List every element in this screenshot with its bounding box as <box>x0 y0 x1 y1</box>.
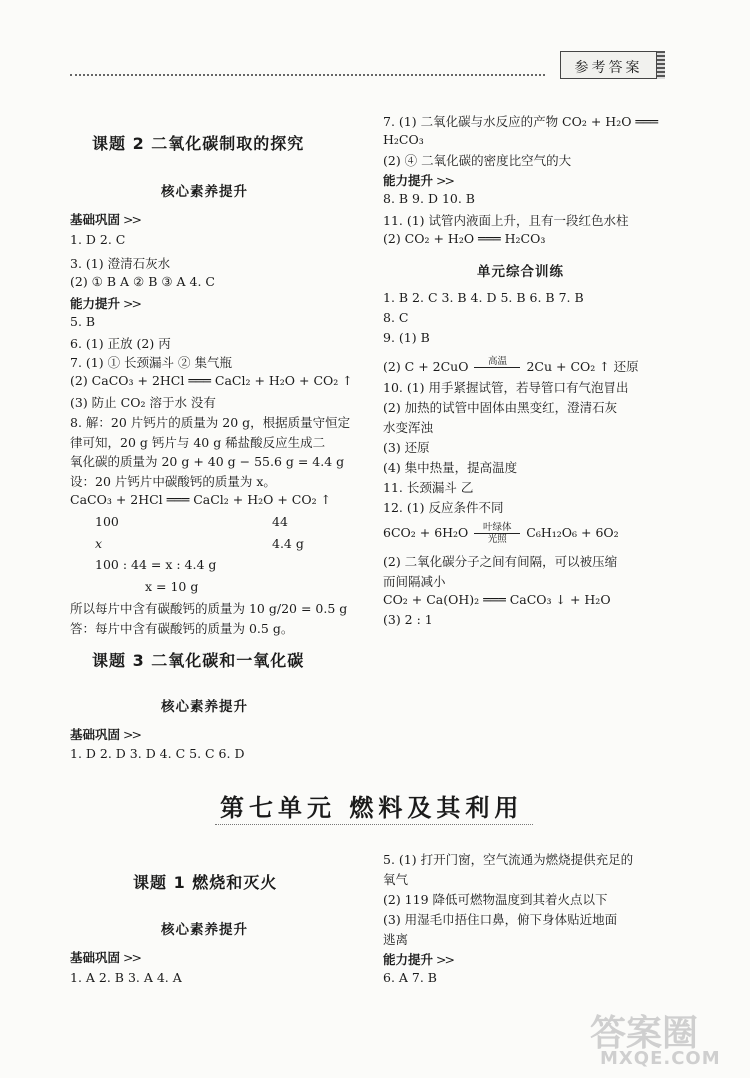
answer-line: 氧化碳的质量为 20 g + 40 g − 55.6 g = 4.4 g <box>70 454 345 469</box>
answer-line: 100 <box>95 514 119 529</box>
answer-line: 3. (1) 澄清石灰水 <box>70 256 171 271</box>
lesson3-basic-heading: 基础巩固 >> <box>70 727 140 742</box>
chevron-right-icon: >> <box>436 952 453 967</box>
answer-line: 100 : 44 = x : 4.4 g <box>95 557 217 572</box>
answer-line: 8. C <box>383 310 409 325</box>
answer-line: 氧气 <box>383 872 409 887</box>
lesson2-basic-heading: 基础巩固 >> <box>70 212 140 227</box>
answer-line: 所以每片中含有碳酸钙的质量为 10 g/20 = 0.5 g <box>70 601 348 616</box>
unit7-lesson1-title: 课题 1 燃烧和灭火 <box>133 873 278 892</box>
lesson2-title: 课题 2 二氧化碳制取的探究 <box>92 134 305 153</box>
header-title: 参考答案 <box>574 60 643 76</box>
answer-line: (2) ④ 二氧化碳的密度比空气的大 <box>383 153 572 168</box>
answer-line: 6. A 7. B <box>383 970 437 985</box>
chevron-right-icon: >> <box>123 296 140 311</box>
answer-line: H₂CO₃ <box>383 132 424 147</box>
answer-line: (3) 用湿毛巾捂住口鼻，俯下身体贴近地面 <box>383 912 618 927</box>
unit7-title: 第七单元 燃料及其利用 <box>220 793 524 822</box>
answer-line: 律可知，20 g 钙片与 40 g 稀盐酸反应生成二 <box>70 435 326 450</box>
answer-line: 1. D 2. C <box>70 232 126 247</box>
lesson3-subtitle: 核心素养提升 <box>161 699 248 715</box>
answer-line: 8. 解：20 片钙片的质量为 20 g，根据质量守恒定 <box>70 415 351 430</box>
lesson2-subtitle: 核心素养提升 <box>161 184 248 200</box>
answer-line: 1. D 2. D 3. D 4. C 5. C 6. D <box>70 746 245 761</box>
answer-line: (2) CO₂ + H₂O ═══ H₂CO₃ <box>383 231 546 246</box>
answer-line: 设：20 片钙片中碳酸钙的质量为 x。 <box>70 474 276 489</box>
answer-line: (2) 加热的试管中固体由黑变红，澄清石灰 <box>383 400 618 415</box>
answer-line: 11. (1) 试管内液面上升，且有一段红色水柱 <box>383 213 629 228</box>
answer-line: (3) 防止 CO₂ 溶于水 没有 <box>70 395 216 410</box>
answer-line: (2) 119 降低可燃物温度到其着火点以下 <box>383 892 608 907</box>
watermark-url: MXQE.COM <box>600 1048 721 1069</box>
answer-line: (2) 二氧化碳分子之间有间隔，可以被压缩 <box>383 554 618 569</box>
answer-line: 7. (1) ① 长颈漏斗 ② 集气瓶 <box>70 355 232 370</box>
reaction-condition: 高温 <box>474 356 520 379</box>
answer-line: 11. 长颈漏斗 乙 <box>383 480 474 495</box>
answer-line: 答：每片中含有碳酸钙的质量为 0.5 g。 <box>70 621 294 636</box>
answer-line: CaCO₃ + 2HCl ═══ CaCl₂ + H₂O + CO₂ ↑ <box>70 492 332 507</box>
answer-line: (2) CaCO₃ + 2HCl ═══ CaCl₂ + H₂O + CO₂ ↑ <box>70 373 353 388</box>
unit7-basic-heading: 基础巩固 >> <box>70 950 140 965</box>
equation-line: 6CO₂ + 6H₂O $\frac{\text{叶绿体}}{\text{光照}}$ C₆H₁₂O₆ + 6O₂ <box>383 522 619 545</box>
unit7-subtitle: 核心素养提升 <box>161 922 248 938</box>
answer-line: 4.4 g <box>272 536 304 551</box>
header-stripe <box>657 51 665 79</box>
answer-line: (2) ① B A ② B ③ A 4. C <box>70 274 216 289</box>
lesson3-title: 课题 3 二氧化碳和一氧化碳 <box>92 651 305 670</box>
answer-line: 6. (1) 正放 (2) 丙 <box>70 336 171 351</box>
answer-line: 5. (1) 打开门窗，空气流通为燃烧提供充足的 <box>383 852 634 867</box>
answer-line: CO₂ + Ca(OH)₂ ═══ CaCO₃ ↓ + H₂O <box>383 592 611 607</box>
answer-line: 1. B 2. C 3. B 4. D 5. B 6. B 7. B <box>383 290 584 305</box>
chevron-right-icon: >> <box>123 212 140 227</box>
answer-line: 逃离 <box>383 932 409 947</box>
answer-line: 5. B <box>70 314 96 329</box>
unit-review-title: 单元综合训练 <box>477 264 564 280</box>
answer-line: 7. (1) 二氧化碳与水反应的产物 CO₂ + H₂O ═══ <box>383 114 659 129</box>
answer-line: 12. (1) 反应条件不同 <box>383 500 504 515</box>
chevron-right-icon: >> <box>123 727 140 742</box>
answer-line: 8. B 9. D 10. B <box>383 191 475 206</box>
equation-line: (2) C + 2CuO 高温 2Cu + CO₂ ↑ 还原 <box>383 356 639 379</box>
answer-line: (4) 集中热量，提高温度 <box>383 460 518 475</box>
answer-line: 10. (1) 用手紧握试管，若导管口有气泡冒出 <box>383 380 629 395</box>
answer-line: 1. A 2. B 3. A 4. A <box>70 970 182 985</box>
reaction-condition: $\frac{\text{叶绿体}}{\text{光照}}$ <box>474 522 520 545</box>
unit7-underline <box>215 824 533 825</box>
answer-line: (3) 2 : 1 <box>383 612 433 627</box>
chevron-right-icon: >> <box>123 950 140 965</box>
header-dotted-rule <box>70 74 545 76</box>
answer-line: 水变浑浊 <box>383 420 434 435</box>
watermark-logo: 答案圈 <box>590 1013 699 1054</box>
header-answer-tab <box>560 51 657 79</box>
answer-line: 而间隔减小 <box>383 574 446 589</box>
answer-line: (3) 还原 <box>383 440 430 455</box>
answer-line: x = 10 g <box>145 579 199 594</box>
answer-line: x <box>95 536 103 551</box>
answer-line: 9. (1) B <box>383 330 430 345</box>
right-ability-heading: 能力提升 >> <box>383 173 453 188</box>
lesson2-ability-heading: 能力提升 >> <box>70 296 140 311</box>
answer-line: 44 <box>272 514 288 529</box>
chevron-right-icon: >> <box>436 173 453 188</box>
unit7-ability-heading: 能力提升 >> <box>383 952 453 967</box>
